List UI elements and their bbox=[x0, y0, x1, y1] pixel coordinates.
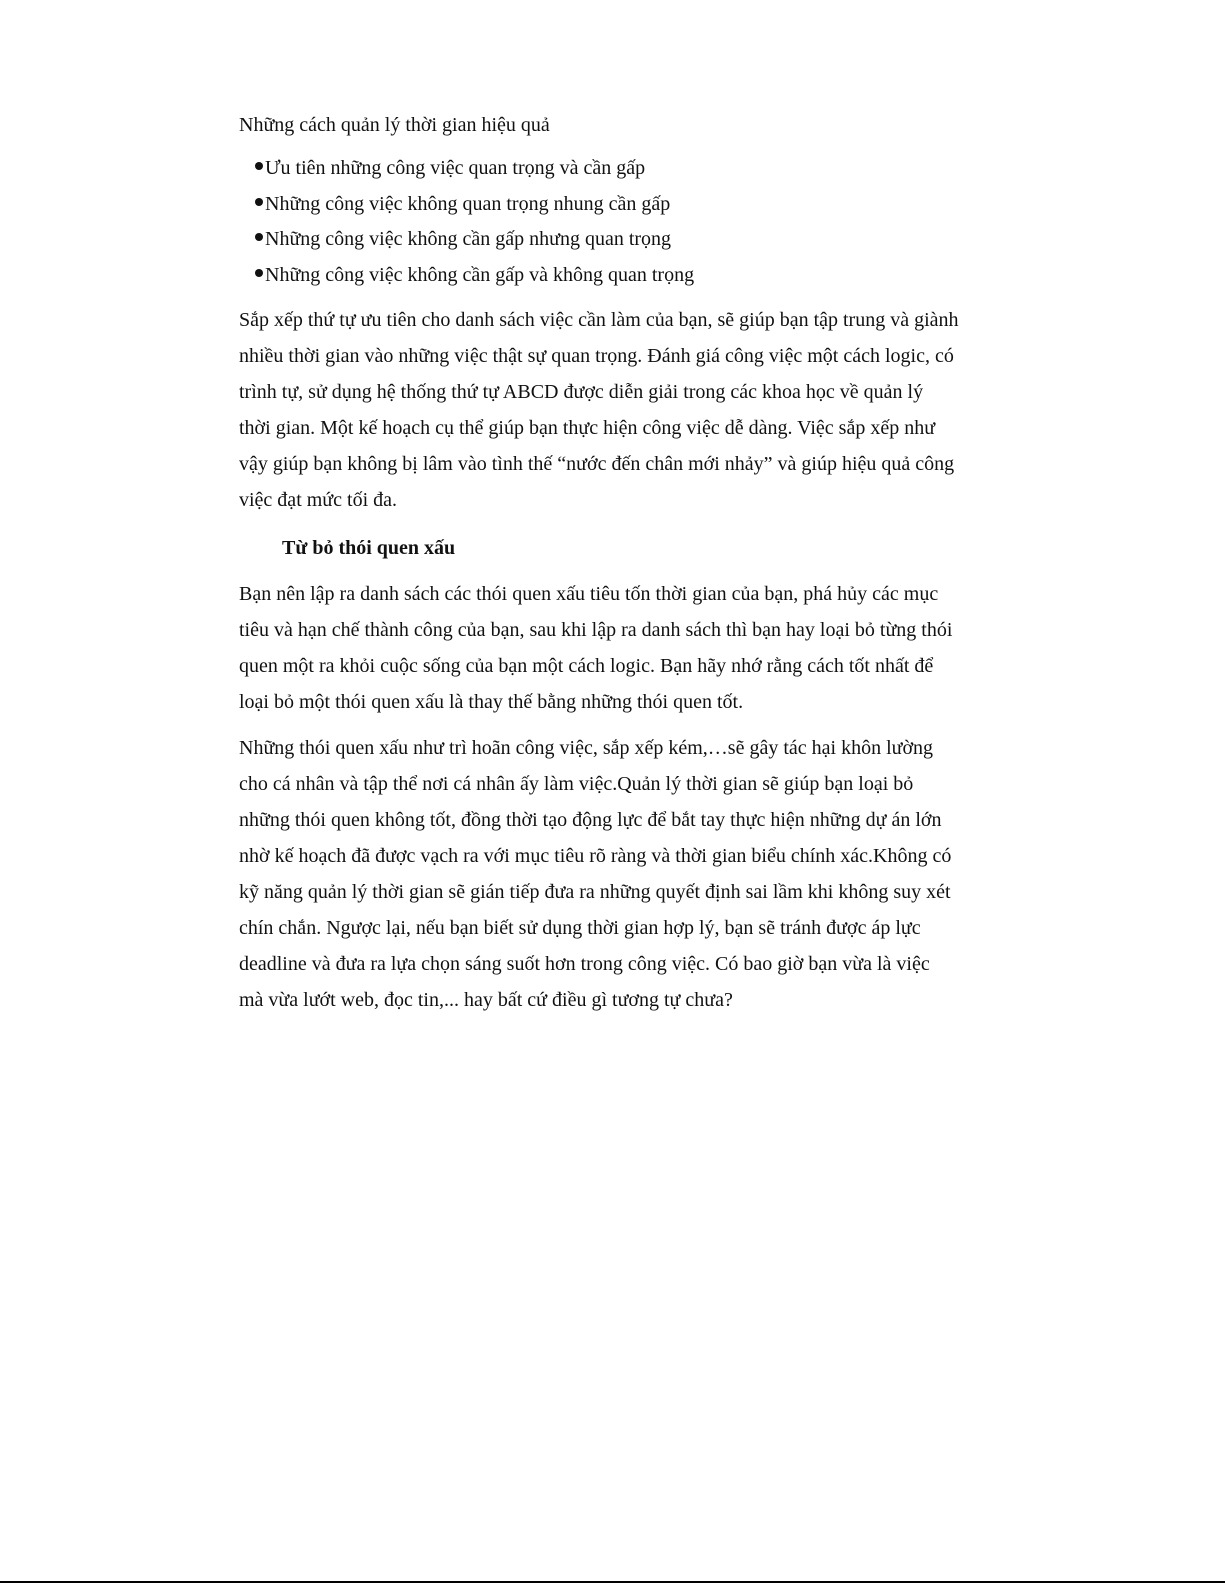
paragraph-prioritize: Sắp xếp thứ tự ưu tiên cho danh sách việc cần làm của bạn, sẽ giúp bạn tập trung và giành nhiều thời gian vào những việc thật sự quan trọng. Đánh giá công việc một cách logic, có trình tự, sử dụng hệ thống thứ tự ABCD được diễn giải trong các khoa học về quản lý thời gian. Một kế hoạch cụ thể giúp bạn thực hiện công việc dễ dàng. Việc sắp xếp như vậy giúp bạn không bị lâm vào tình thế “nước đến chân mới nhảy” và giúp hiệu quả công việc đạt mức tối đa. bbox=[239, 309, 959, 511]
list-item bbox=[255, 258, 959, 294]
bullet-icon bbox=[255, 198, 263, 206]
list-item-text: Ưu tiên những công việc quan trọng và cần gấp bbox=[265, 157, 646, 179]
list-item-text: Những công việc không quan trọng nhung cần gấp bbox=[265, 192, 671, 215]
bullet-icon bbox=[255, 233, 263, 241]
paragraph-bad-habits: Bạn nên lập ra danh sách các thói quen xấu tiêu tốn thời gian của bạn, phá hủy các mục tiêu và hạn chế thành công của bạn, sau khi lập ra danh sách thì bạn hay loại bỏ từng thói quen một ra khỏi cuộc sống của bạn một cách logic. Bạn hãy nhớ rằng cách tốt nhất để loại bỏ một thói quen xấu là thay thế bằng những thói quen tốt. bbox=[239, 583, 953, 713]
document-body bbox=[239, 107, 959, 1018]
section-heading: Từ bỏ thói quen xấu bbox=[282, 537, 456, 559]
page-bottom-border bbox=[0, 1581, 1225, 1583]
list-item bbox=[255, 151, 959, 187]
list-item-text: Những công việc không cần gấp và không quan trọng bbox=[265, 263, 695, 286]
list-item bbox=[255, 187, 959, 223]
bullet-icon bbox=[255, 269, 263, 277]
intro-line: Những cách quản lý thời gian hiệu quả bbox=[239, 114, 550, 136]
paragraph-consequences: Những thói quen xấu như trì hoãn công việc, sắp xếp kém,…sẽ gây tác hại khôn lường cho cá nhân và tập thể nơi cá nhân ấy làm việc.Quản lý thời gian sẽ giúp bạn loại bỏ những thói quen không tốt, đồng thời tạo động lực để bắt tay thực hiện những dự án lớn nhờ kế hoạch đã được vạch ra với mục tiêu rõ ràng và thời gian biểu chính xác.Không có kỹ năng quản lý thời gian sẽ gián tiếp đưa ra những quyết định sai lầm khi không suy xét chín chắn. Ngược lại, nếu bạn biết sử dụng thời gian hợp lý, bạn sẽ tránh được áp lực deadline và đưa ra lựa chọn sáng suốt hơn trong công việc. Có bao giờ bạn vừa là việc mà vừa lướt web, đọc tin,... hay bất cứ điều gì tương tự chưa? bbox=[239, 737, 952, 1011]
bullet-icon bbox=[255, 162, 263, 170]
list-item-text: Những công việc không cần gấp nhưng quan trọng bbox=[265, 228, 672, 250]
list-item bbox=[255, 222, 959, 258]
priority-list bbox=[239, 151, 959, 293]
